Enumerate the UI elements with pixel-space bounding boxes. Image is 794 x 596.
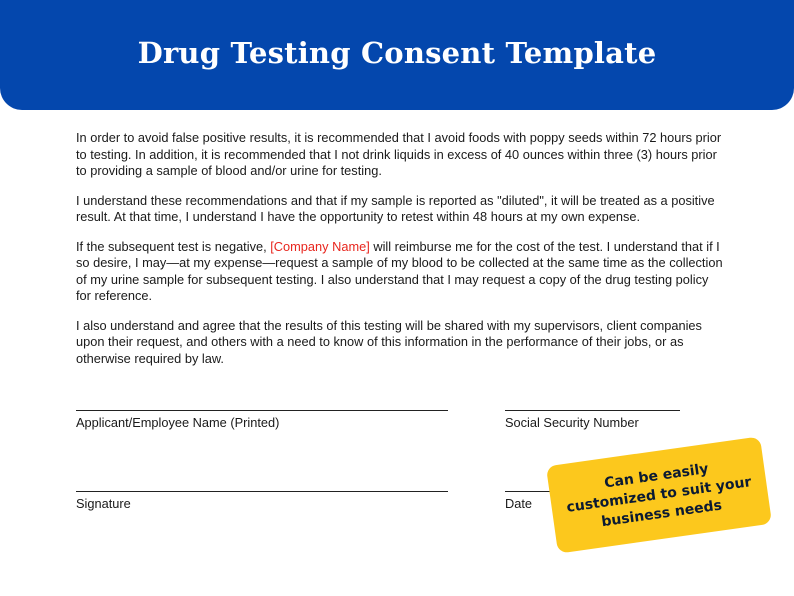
customization-callout: [546, 436, 772, 553]
paragraph-diluted-sample: I understand these recommendations and that if my sample is reported as "diluted", it will be treated as a positive result. At that time, I understand I have the opportunity to retest within 48 hours at my own expense.: [76, 192, 715, 224]
callout-text: Can be easily customized to suit your business needs: [565, 460, 753, 530]
paragraph-retest-before: If the subsequent test is negative,: [76, 238, 271, 254]
name-signature-line[interactable]: [76, 410, 448, 411]
paragraph-retest: [76, 239, 726, 305]
page-title: Drug Testing Consent Template: [137, 36, 657, 70]
consent-document-body: [76, 130, 726, 380]
title-banner: [0, 0, 794, 110]
ssn-field-label: Social Security Number: [505, 415, 639, 430]
name-field-label: Applicant/Employee Name (Printed): [76, 415, 280, 430]
date-field-label: Date: [505, 496, 533, 511]
paragraph-poppy-seeds: In order to avoid false positive results, it is recommended that I avoid foods with poppy seeds within 72 hours prior to testing. In addition, it is recommended that I not drink liquids in excess of 40 ounces within three (3) hours prior to providing a sample of blood and/or urine for testing.: [76, 130, 722, 178]
ssn-signature-line[interactable]: [505, 410, 680, 411]
signature-line[interactable]: [76, 491, 448, 492]
signature-field-label: Signature: [76, 496, 131, 511]
paragraph-results-sharing: I also understand and agree that the results of this testing will be shared with my supervisors, client companies upon their request, and others with a need to know of this information in the performance of their jobs, or as otherwise required by law.: [76, 317, 702, 366]
paragraph-retest-after: will reimburse me for the cost of the test. I understand that if I so desire, I may—at my expense—request a sample of my blood to be collected at the same time as the collection of my urine sample for subsequent testing. I also understand that I may request a copy of the drug testing policy for reference.: [76, 238, 723, 303]
company-name-placeholder: [Company Name]: [270, 238, 370, 254]
